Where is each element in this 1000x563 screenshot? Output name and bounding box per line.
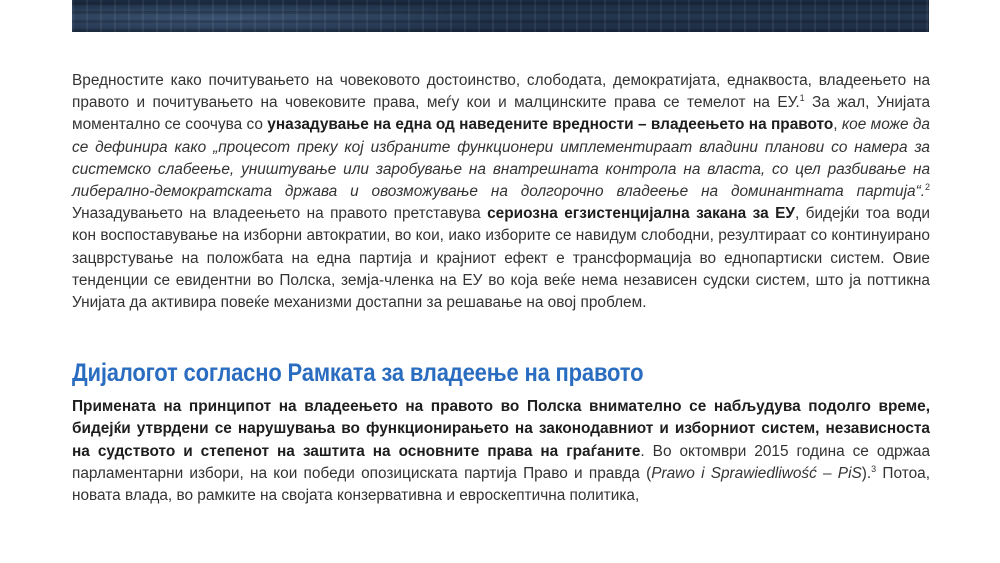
- paragraph-text: За жал, Унијата моментално се соочува со: [72, 94, 931, 134]
- section-paragraph: [72, 396, 930, 507]
- paragraph-text: ,: [833, 116, 842, 134]
- document-body: [72, 70, 930, 507]
- footnote-ref-1[interactable]: 1: [799, 93, 805, 104]
- bold-emphasis: уназадување на една од наведените вредности – владеењето на правото: [267, 116, 834, 134]
- bold-emphasis: сериозна егзистенцијална закана за ЕУ: [487, 205, 795, 223]
- italic-quote: кое може да се дефинира како „процесот преку кој избраните функционери имплементираат владини планови со намера за системско слабеење, уништување или заробување на внатрешната контрола на власта, со цел разбивање на либерално-демократската држава и овозможување на долгорочно владеење на доминантната партија“.: [72, 116, 930, 201]
- paragraph-text: Потоа, новата влада, во рамките на својата конзервативна и евроскептична политика,: [72, 464, 930, 505]
- paragraph-text: , бидејќи тоа води кон воспоставување на изборни автократии, во кои, иако изборите се навидум слободни, резултираат со континуирано зацврстување на положбата на една партија и крајниот ефект е трансформација во еднопартиски систем. Овие тенденции се евидентни во Полска, земја-членка на ЕУ во која веќе нема независен судски систем, што ја поттикна Унијата да активира повеќе механизми достапни за решавање на овој проблем.: [72, 205, 931, 312]
- footnote-ref-3[interactable]: 3: [871, 463, 877, 474]
- paragraph-text: Вредностите како почитувањето на човековото достоинство, слободата, демократијата, еднаквоста, владеењето на правото и почитувањето на човековите права, меѓу кои и малцинските права се темелот на ЕУ.: [72, 72, 930, 112]
- footnote-ref-2[interactable]: 2: [924, 182, 930, 193]
- intro-paragraph: [72, 70, 930, 314]
- bold-emphasis: Примената на принципот на владеењето на правото во Полска внимателно се набљудува подолго време, бидејќи утврдени се нарушувања во функционирањето на законодавниот и изборниот систем, независноста на судството и степенот на заштита на основните права на граѓаните: [72, 398, 930, 460]
- section-heading: Дијалогот согласно Рамката за владеење на правото: [72, 359, 644, 388]
- header-image-banner: [72, 0, 929, 32]
- paragraph-text: . Во октомври 2015 година се одржаа парламентарни избори, на кои победи опозициската партија Право и правда (: [72, 442, 931, 482]
- paragraph-text: Уназадувањето на владеењето на правото претставува: [72, 205, 488, 223]
- paragraph-text: ).: [861, 464, 872, 482]
- italic-party-name: Prawo i Sprawiedliwość – PiS: [651, 464, 862, 482]
